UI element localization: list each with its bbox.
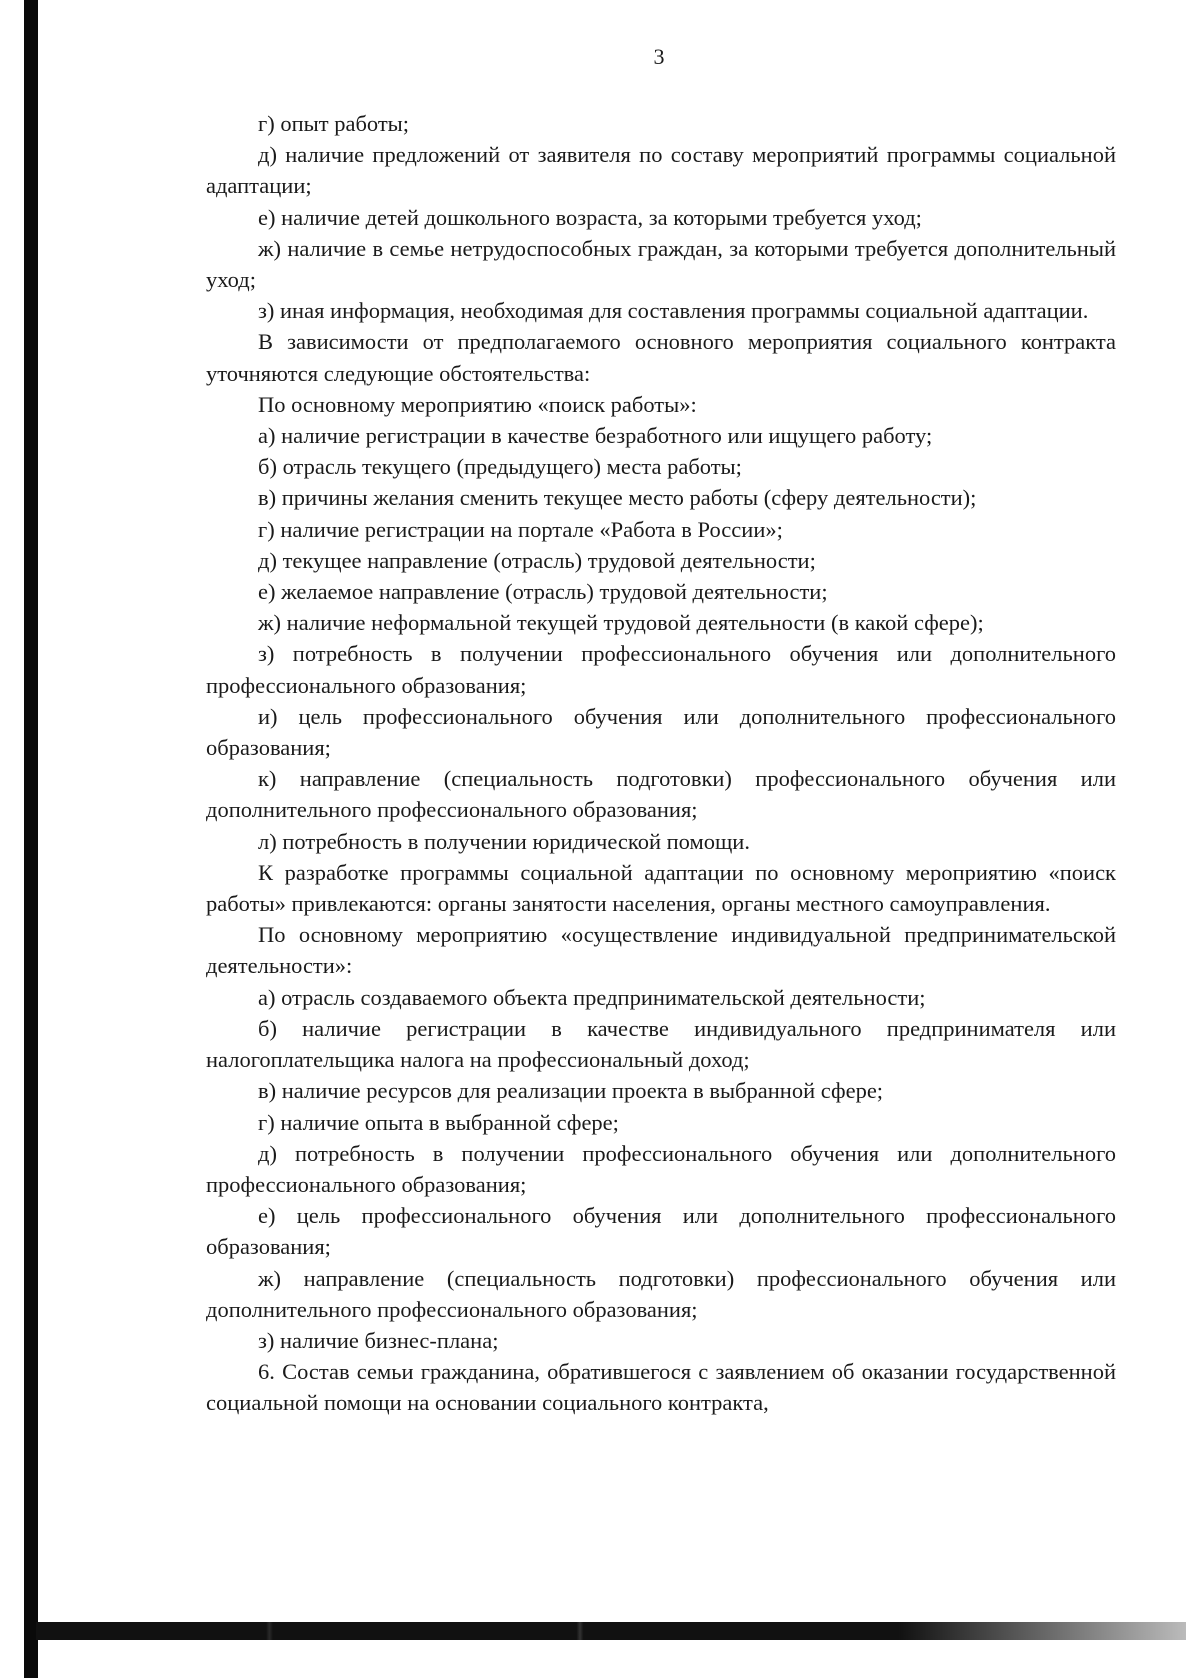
- paragraph: л) потребность в получении юридической помощи.: [258, 828, 750, 854]
- paragraph: а) наличие регистрации в качестве безработного или ищущего работу;: [258, 423, 933, 449]
- paragraph: В зависимости от предполагаемого основного мероприятия социального контракта уточняются следующие обстоятельства:: [206, 329, 1116, 386]
- paragraph: ж) направление (специальность подготовки) профессионального обучения или дополнительного профессионального образования;: [206, 1265, 1116, 1322]
- scan-edge-bottom: [36, 1622, 1186, 1640]
- paragraph: г) наличие опыта в выбранной сфере;: [258, 1109, 619, 1135]
- paragraph: е) цель профессионального обучения или дополнительного профессионального образования;: [206, 1203, 1116, 1260]
- paragraph: в) наличие ресурсов для реализации проекта в выбранной сфере;: [258, 1078, 884, 1104]
- paragraph: а) отрасль создаваемого объекта предпринимательской деятельности;: [258, 984, 926, 1010]
- paragraph: г) опыт работы;: [258, 111, 410, 136]
- paragraph: ж) наличие в семье нетрудоспособных граждан, за которыми требуется дополнительный уход;: [206, 235, 1116, 293]
- paragraph: д) текущее направление (отрасль) трудовой деятельности;: [258, 547, 816, 573]
- paragraph: д) потребность в получении профессионального обучения или дополнительного профессионального образования;: [206, 1140, 1116, 1197]
- paragraph: По основному мероприятию «осуществление индивидуальной предпринимательской деятельности»:: [206, 922, 1116, 979]
- paragraph: д) наличие предложений от заявителя по составу мероприятий программы социальной адаптации;: [206, 142, 1116, 199]
- paragraph: е) наличие детей дошкольного возраста, за которыми требуется уход;: [258, 204, 922, 230]
- paragraph: г) наличие регистрации на портале «Работа в России»;: [258, 516, 783, 542]
- paragraph: б) отрасль текущего (предыдущего) места работы;: [258, 454, 742, 480]
- page-number: 3: [653, 44, 665, 69]
- paragraph: з) потребность в получении профессионального обучения или дополнительного профессионального образования;: [206, 641, 1116, 698]
- paragraph: 6. Состав семьи гражданина, обратившегося с заявлением об оказании государственной социальной помощи на основании социального контракта,: [206, 1359, 1116, 1416]
- paragraph: По основному мероприятию «поиск работы»:: [258, 391, 697, 417]
- paragraph: ж) наличие неформальной текущей трудовой деятельности (в какой сфере);: [258, 610, 984, 636]
- paragraph: и) цель профессионального обучения или дополнительного профессионального образования;: [206, 703, 1116, 761]
- paragraph: з) наличие бизнес-плана;: [258, 1327, 499, 1353]
- paragraph: в) причины желания сменить текущее место работы (сферу деятельности);: [258, 485, 977, 511]
- paragraph: б) наличие регистрации в качестве индивидуального предпринимателя или налогоплательщика налога на профессиональный доход;: [206, 1015, 1116, 1073]
- paragraph: з) иная информация, необходимая для составления программы социальной адаптации.: [258, 298, 1089, 324]
- paragraph: к) направление (специальность подготовки) профессионального обучения или дополнительного профессионального образования;: [206, 766, 1116, 823]
- paragraph: е) желаемое направление (отрасль) трудовой деятельности;: [258, 579, 828, 605]
- document-body: [206, 108, 1116, 1419]
- scan-edge-left: [24, 0, 38, 1678]
- paragraph: К разработке программы социальной адаптации по основному мероприятию «поиск работы» привлекаются: органы занятости населения, органы местного самоуправления.: [206, 859, 1116, 917]
